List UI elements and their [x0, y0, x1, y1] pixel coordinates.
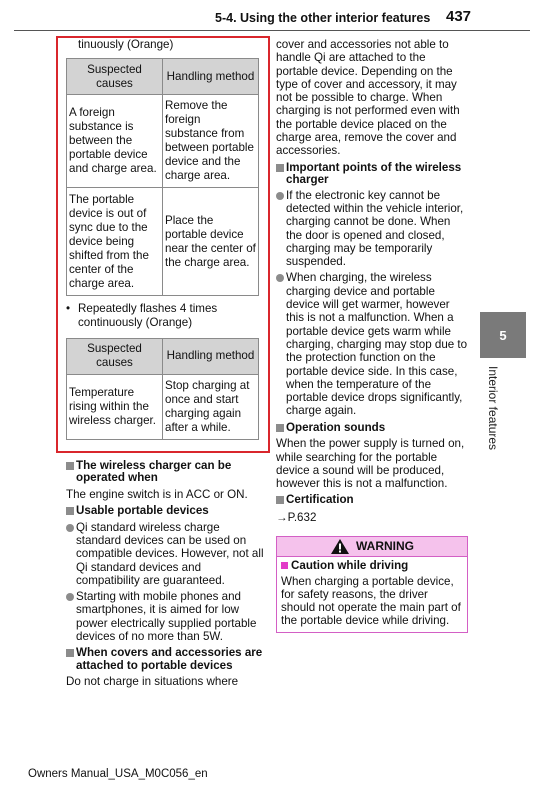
heading-marker: [66, 649, 74, 657]
causes-table-1: [66, 58, 259, 296]
table-header-causes: Suspected causes: [67, 338, 163, 374]
continued-text: tinuously (Orange): [78, 38, 174, 51]
table-cell: Remove the foreign substance from between portable device and the charge area.: [163, 95, 259, 188]
heading-marker: [276, 424, 284, 432]
warning-subheading: Caution while driving: [281, 559, 463, 572]
causes-table-2: [66, 338, 259, 440]
chapter-label: Interior features: [486, 366, 500, 451]
table-row: [67, 374, 259, 439]
table-row: [67, 95, 259, 188]
table-header-handling: Handling method: [163, 59, 259, 95]
table-header-causes: Suspected causes: [67, 59, 163, 95]
bullet-dot: [66, 593, 74, 601]
warning-body: [277, 557, 467, 631]
heading-marker: [66, 507, 74, 515]
left-column: [66, 38, 266, 689]
right-column: [276, 38, 468, 633]
heading-marker: [66, 462, 74, 470]
warning-triangle-icon: [330, 538, 350, 555]
covers-text: Do not charge in situations where: [66, 675, 239, 689]
can-be-operated-text: The engine switch is in ACC or ON.: [66, 487, 248, 501]
warning-box: [276, 536, 468, 632]
heading-operation-sounds: Operation sounds: [276, 422, 468, 435]
table-cell: Place the portable device near the center of the charge area.: [163, 188, 259, 296]
table-header-row: [67, 338, 259, 374]
table-cell: Stop charging at once and start charging again after a while.: [163, 374, 259, 439]
bullet-dot: [276, 274, 284, 282]
list-item: Starting with mobile phones and smartphones, it is aimed for low power electrically supplied portable devices of no more than 5W.: [66, 590, 266, 643]
warning-text: When charging a portable device, for safety reasons, the driver should not operate the main part of the portable device while driving.: [281, 574, 461, 628]
bullet-dot: [276, 192, 284, 200]
warning-header: [277, 537, 467, 557]
footer-text: Owners Manual_USA_M0C056_en: [28, 768, 208, 780]
covers-continued-text: cover and accessories not able to handle Qi are attached to the portable device. Depending on the type of cover and accessory, it may not be possible to charge. When charging is not performed even with the portable device placed on the charge area, remove the cover and accessories.: [276, 38, 460, 158]
header-divider: [14, 30, 530, 31]
certification-page-link[interactable]: →P.632: [276, 510, 317, 524]
heading-can-be-operated: The wireless charger can be operated when: [66, 460, 266, 485]
table-header-handling: Handling method: [163, 338, 259, 374]
table-cell: The portable device is out of sync due to the device being shifted from the center of the charge area.: [67, 188, 163, 296]
bullet-mark: •: [66, 302, 71, 316]
heading-marker: [276, 164, 284, 172]
section-title: 5-4. Using the other interior features: [215, 11, 431, 25]
page-number: 437: [446, 8, 472, 25]
table-row: [67, 188, 259, 296]
flash-condition-item: [66, 302, 266, 329]
heading-important-points: Important points of the wireless charger: [276, 162, 468, 187]
table-cell: Temperature rising within the wireless charger.: [67, 374, 163, 439]
warning-title: WARNING: [356, 539, 414, 554]
warning-marker: [281, 562, 288, 569]
operation-sounds-text: When the power supply is turned on, while searching for the portable device a sound will be produced, however this is not a malfunction.: [276, 437, 465, 491]
chapter-tab[interactable]: 5: [480, 312, 526, 358]
table-cell: A foreign substance is between the portable device and charge area.: [67, 95, 163, 188]
list-item: If the electronic key cannot be detected within the vehicle interior, charging cannot be done. When the door is opened and closed, charging may be temporarily suspended.: [276, 189, 468, 269]
flash-condition-text: Repeatedly flashes 4 times continuously (Orange): [78, 302, 218, 329]
table-header-row: [67, 59, 259, 95]
list-item: When charging, the wireless charging device and portable device will get warmer, however this is not a malfunction. When a portable device gets warm while charging, charging may stop due to the protection function on the portable device side. In this case, when the temperature of the portable device drops significantly, charge again.: [276, 271, 468, 417]
heading-certification: Certification: [276, 494, 468, 507]
heading-marker: [276, 496, 284, 504]
heading-covers: When covers and accessories are attached to portable devices: [66, 647, 266, 672]
list-item: Qi standard wireless charge standard devices can be used on compatible devices. However, not all Qi standard devices and compatibility are guaranteed.: [66, 521, 266, 587]
bullet-dot: [66, 524, 74, 532]
heading-usable-devices: Usable portable devices: [66, 505, 266, 518]
